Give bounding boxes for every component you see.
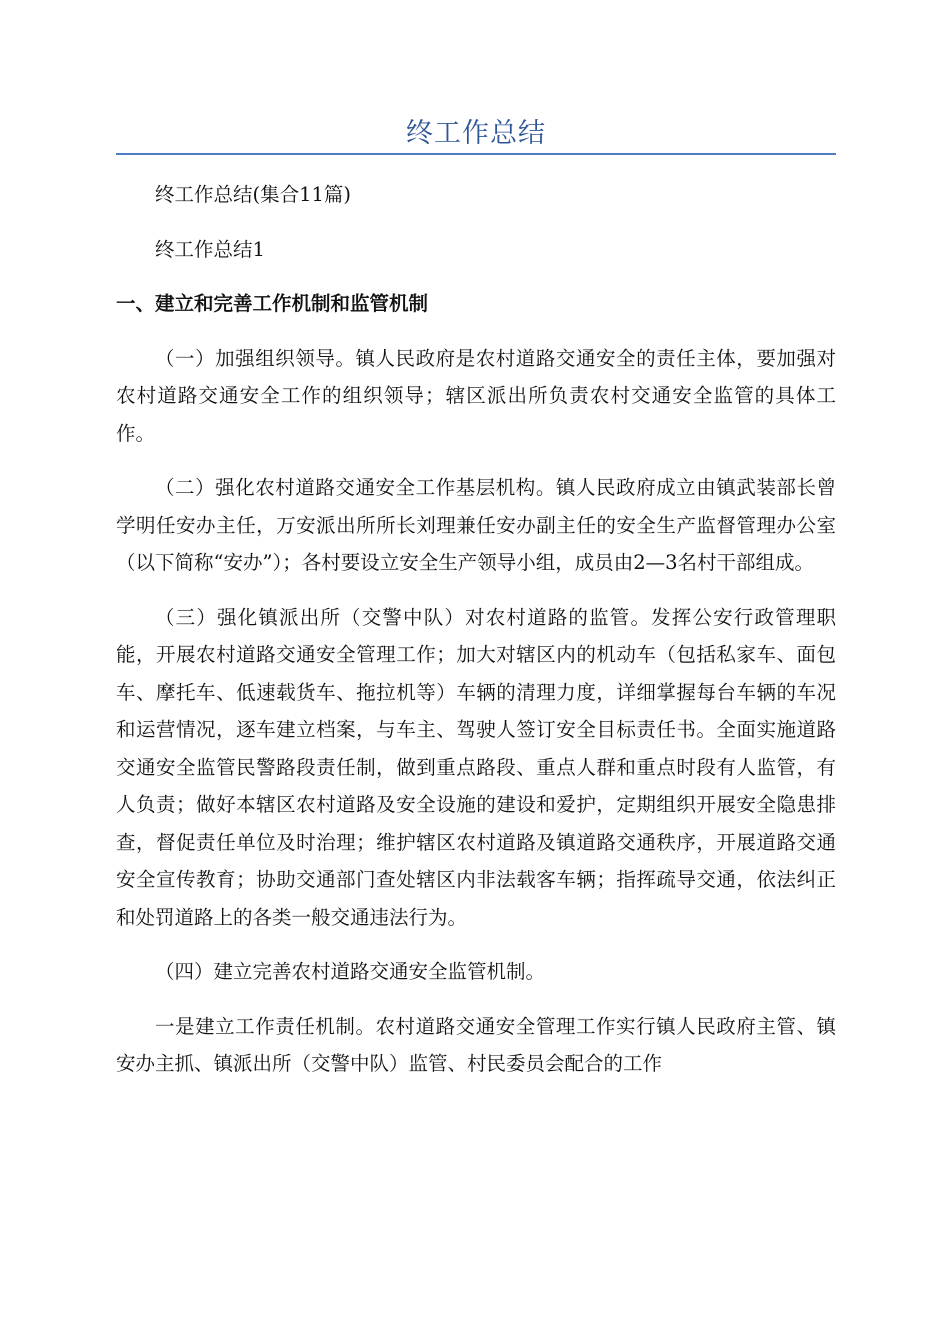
title-underline	[116, 153, 836, 155]
body-paragraph: （二）强化农村道路交通安全工作基层机构。镇人民政府成立由镇武装部长曾学明任安办主任，万安派出所所长刘理兼任安办副主任的安全生产监督管理办公室（以下简称“安办”）；各村要设立安全生产领导小组，成员由2—3名村干部组成。	[116, 476, 836, 574]
subtitle-paragraph: 终工作总结(集合11篇)	[155, 183, 352, 206]
section-heading: 一、建立和完善工作机制和监管机制	[116, 292, 429, 315]
body-paragraph: （四）建立完善农村道路交通安全监管机制。	[155, 960, 546, 983]
section-label-paragraph: 终工作总结1	[155, 237, 265, 261]
body-paragraph: 一是建立工作责任机制。农村道路交通安全管理工作实行镇人民政府主管、镇安办主抓、镇派出所（交警中队）监管、村民委员会配合的工作	[116, 1014, 836, 1075]
document-title: 终工作总结	[406, 118, 546, 149]
body-paragraph: （三）强化镇派出所（交警中队）对农村道路的监管。发挥公安行政管理职能，开展农村道路交通安全管理工作；加大对辖区内的机动车（包括私家车、面包车、摩托车、低速载货车、拖拉机等）车辆的清理力度，详细掌握每台车辆的车况和运营情况，逐车建立档案，与车主、驾驶人签订安全目标责任书。全面实施道路交通安全监管民警路段责任制，做到重点路段、重点人群和重点时段有人监管，有人负责；做好本辖区农村道路及安全设施的建设和爱护，定期组织开展安全隐患排查，督促责任单位及时治理；维护辖区农村道路及镇道路交通秩序，开展道路交通安全宣传教育；协助交通部门查处辖区内非法载客车辆；指挥疏导交通，依法纠正和处罚道路上的各类一般交通违法行为。	[116, 605, 836, 929]
document-body	[116, 176, 836, 1100]
body-paragraph: （一）加强组织领导。镇人民政府是农村道路交通安全的责任主体，要加强对农村道路交通安全工作的组织领导；辖区派出所负责农村交通安全监管的具体工作。	[116, 346, 836, 445]
